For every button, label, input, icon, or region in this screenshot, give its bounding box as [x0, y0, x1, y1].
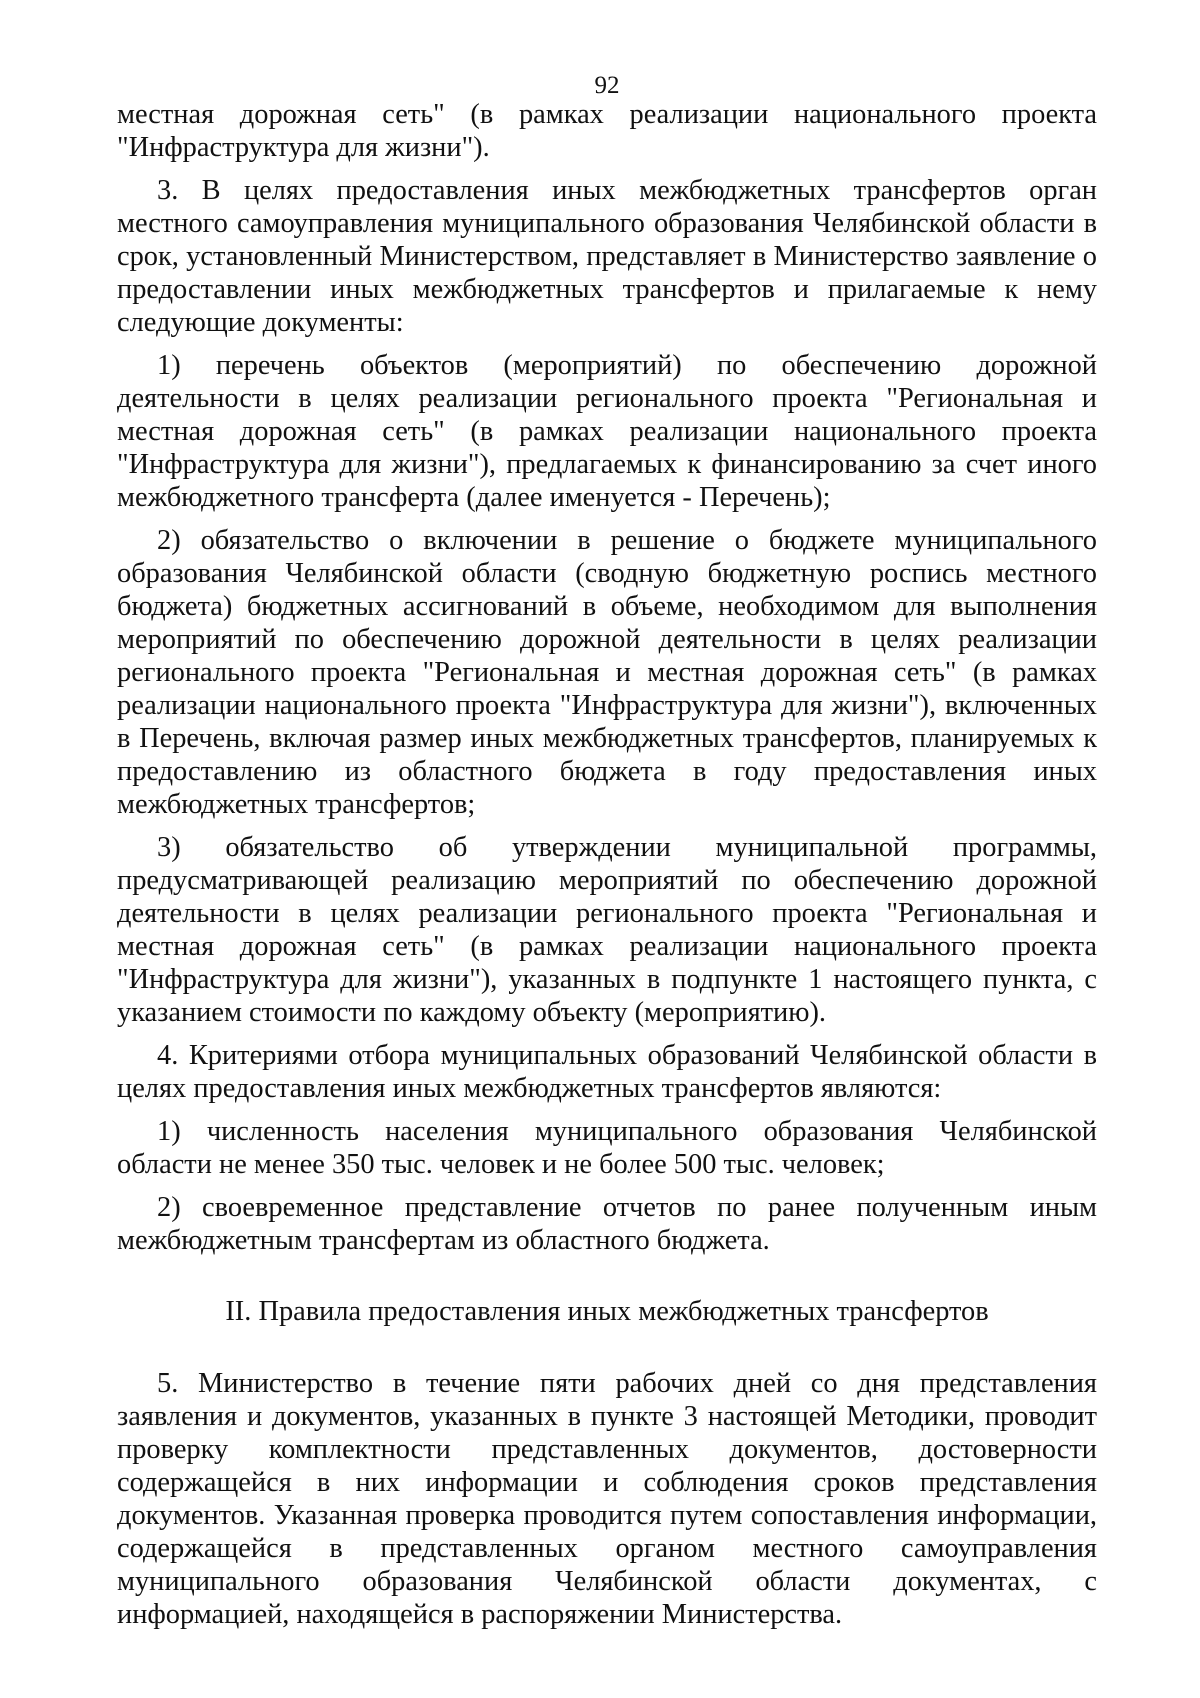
- paragraph-subitem-4-2: 2) своевременное представление отчетов по ранее полученным иным межбюджетным трансфертам из областного бюджета.: [117, 1192, 1097, 1256]
- paragraph-item-3: 3. В целях предоставления иных межбюджетных трансфертов орган местного самоуправления муниципального образования Челябинской области в срок, установленный Министерством, представляет в Министерство заявление о предоставлении иных межбюджетных трансфертов и прилагаемые к нему следующие документы:: [117, 175, 1097, 338]
- paragraph-continuation: местная дорожная сеть" (в рамках реализации национального проекта "Инфраструктура для жизни").: [117, 99, 1097, 163]
- section-heading: II. Правила предоставления иных межбюджетных трансфертов: [225, 1296, 989, 1327]
- paragraph-subitem-4-1: 1) численность населения муниципального образования Челябинской области не менее 350 тыс. человек и не более 500 тыс. человек;: [117, 1116, 1097, 1180]
- document-page: [117, 70, 1097, 1631]
- paragraph-subitem-3-1: 1) перечень объектов (мероприятий) по обеспечению дорожной деятельности в целях реализации регионального проекта "Региональная и местная дорожная сеть" (в рамках реализации национального проекта "Инфраструктура для жизни"), предлагаемых к финансированию за счет иного межбюджетного трансферта (далее именуется - Перечень);: [117, 350, 1097, 513]
- paragraph-item-5: 5. Министерство в течение пяти рабочих дней со дня представления заявления и документов, указанных в пункте 3 настоящей Методики, проводит проверку комплектности представленных документов, достоверности содержащейся в них информации и соблюдения сроков представления документов. Указанная проверка проводится путем сопоставления информации, содержащейся в представленных органом местного самоуправления муниципального образования Челябинской области документах, с информацией, находящейся в распоряжении Министерства.: [117, 1368, 1097, 1630]
- page-number: 92: [594, 72, 620, 99]
- paragraph-subitem-3-3: 3) обязательство об утверждении муниципальной программы, предусматривающей реализацию мероприятий по обеспечению дорожной деятельности в целях реализации регионального проекта "Региональная и местная дорожная сеть" (в рамках реализации национального проекта "Инфраструктура для жизни"), указанных в подпункте 1 настоящего пункта, с указанием стоимости по каждому объекту (мероприятию).: [117, 832, 1097, 1028]
- paragraph-subitem-3-2: 2) обязательство о включении в решение о бюджете муниципального образования Челябинской области (сводную бюджетную роспись местного бюджета) бюджетных ассигнований в объеме, необходимом для выполнения мероприятий по обеспечению дорожной деятельности в целях реализации регионального проекта "Региональная и местная дорожная сеть" (в рамках реализации национального проекта "Инфраструктура для жизни"), включенных в Перечень, включая размер иных межбюджетных трансфертов, планируемых к предоставлению из областного бюджета в году предоставления иных межбюджетных трансфертов;: [117, 525, 1097, 820]
- paragraph-item-4: 4. Критериями отбора муниципальных образований Челябинской области в целях предоставления иных межбюджетных трансфертов являются:: [117, 1040, 1097, 1104]
